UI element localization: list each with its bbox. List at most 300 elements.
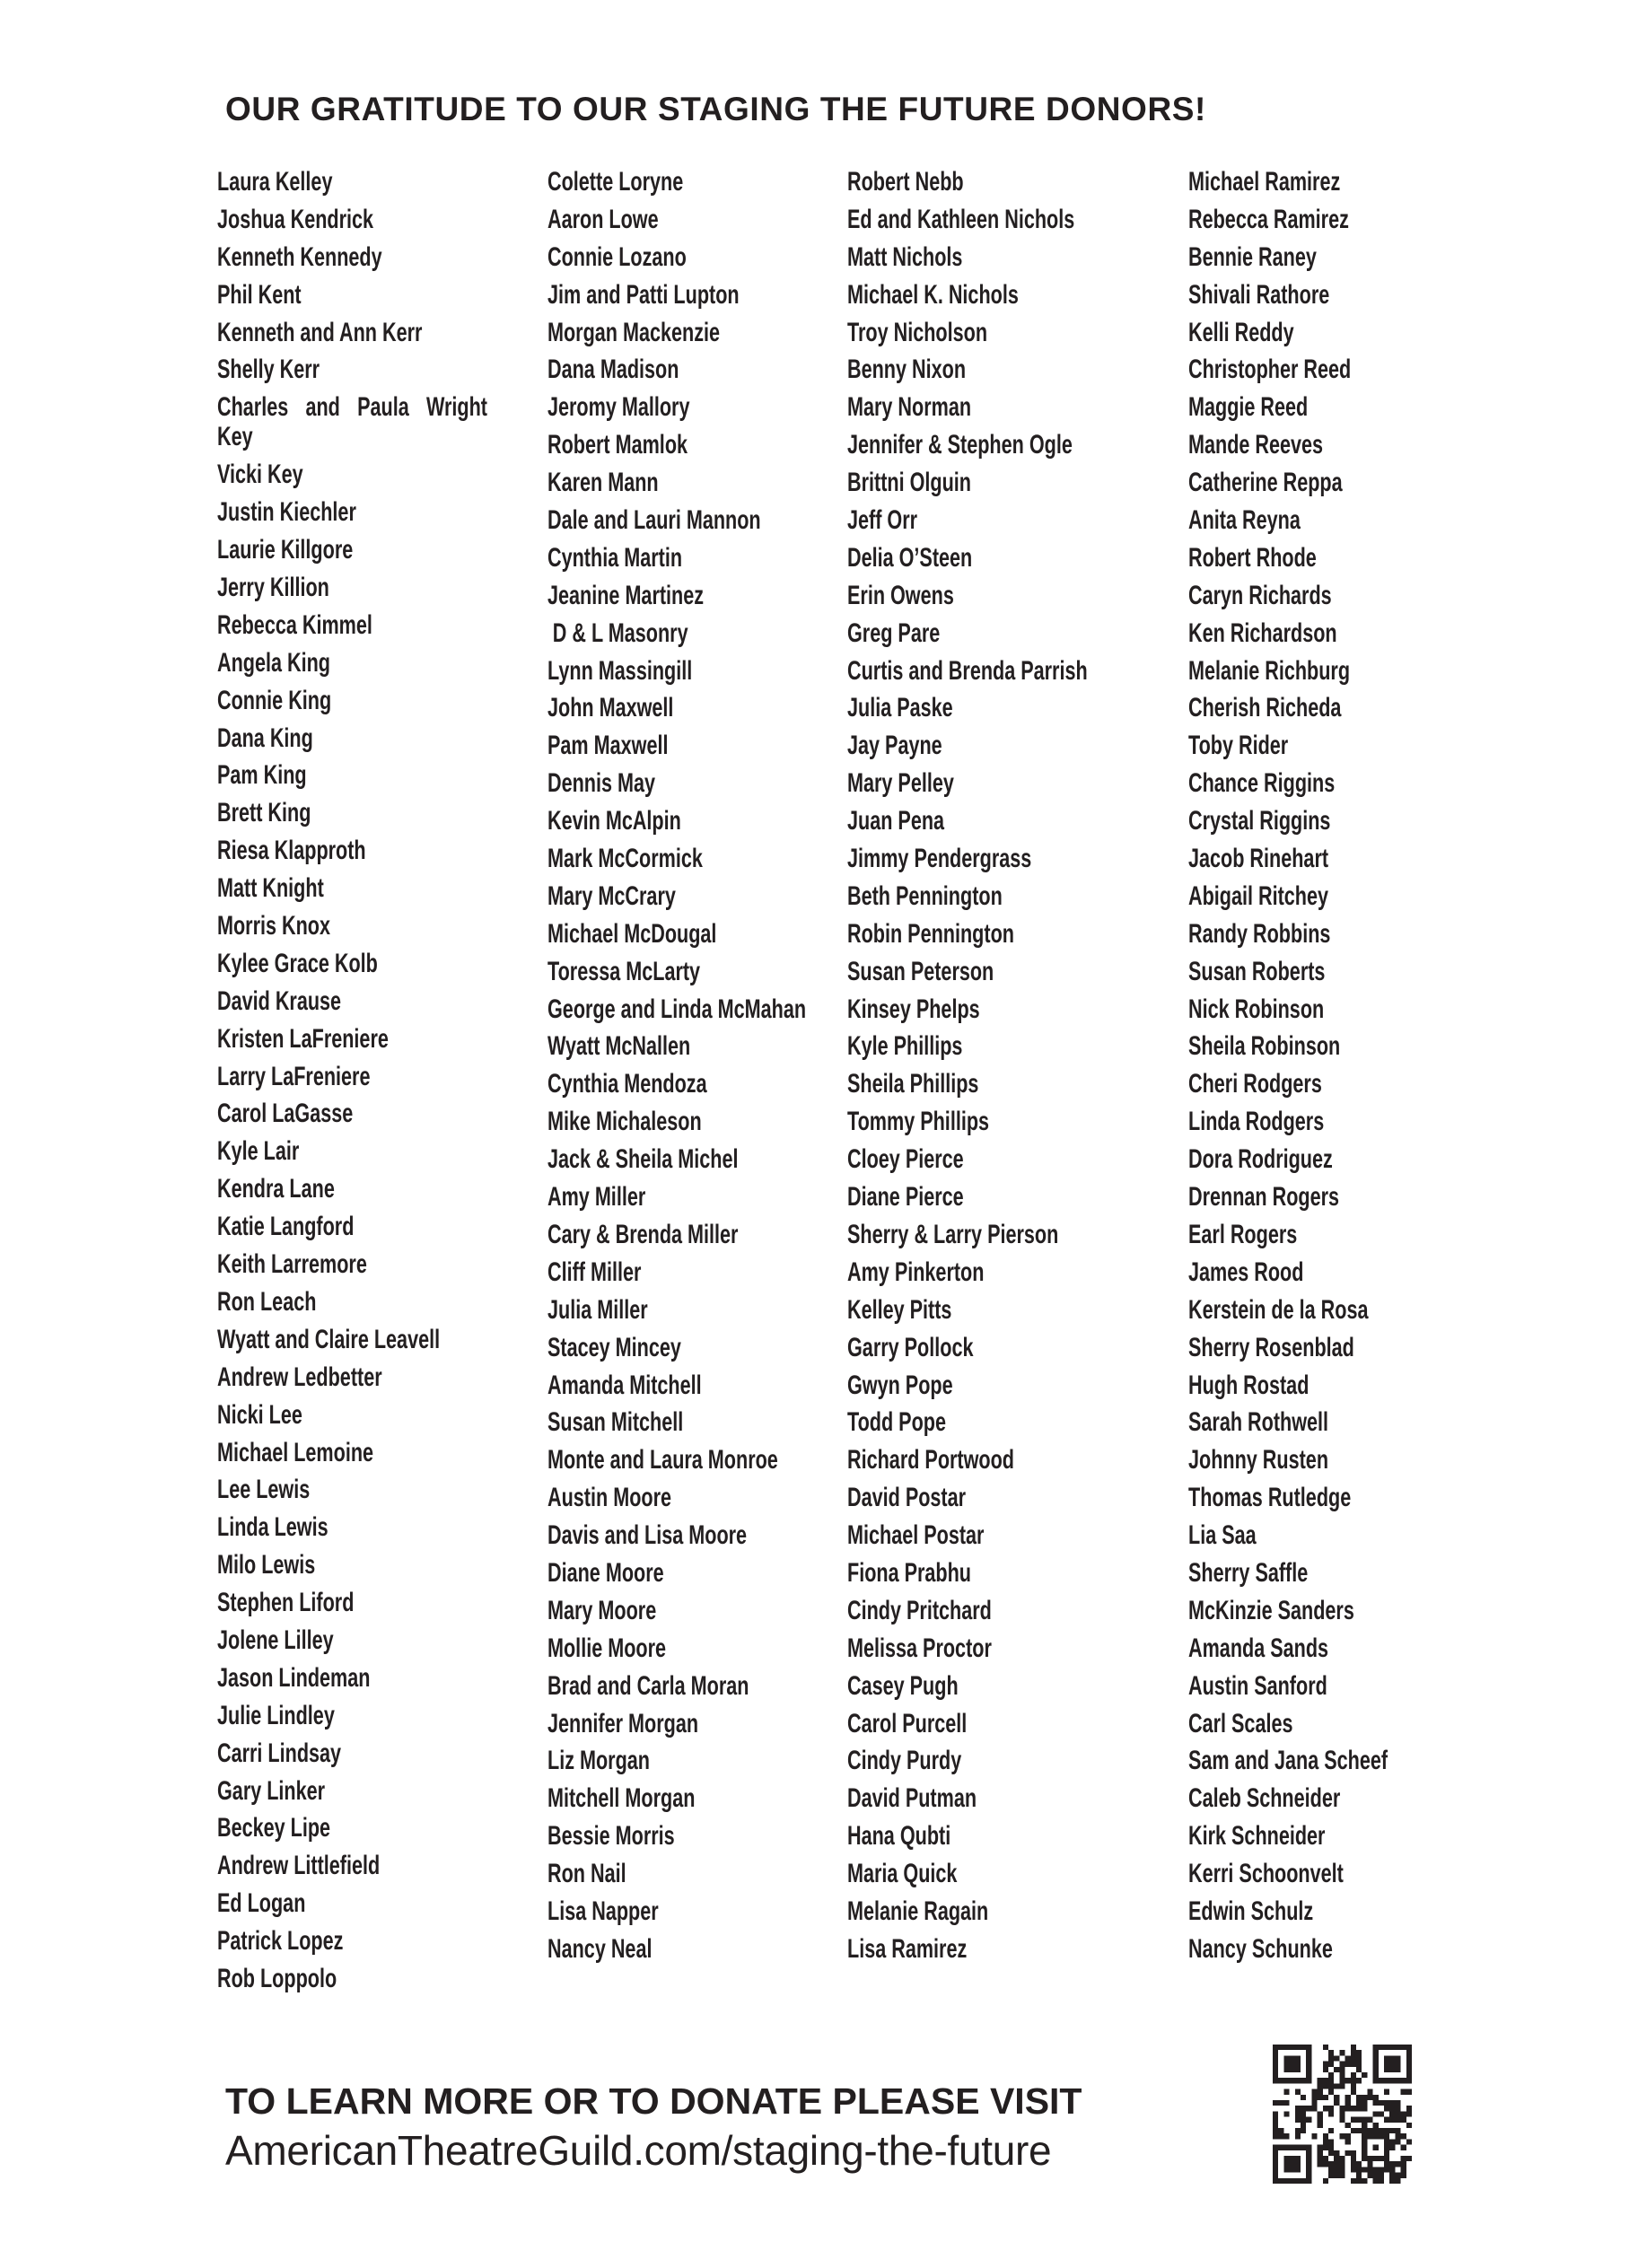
qr-module <box>1373 2178 1379 2184</box>
donor-name: Kerri Schoonvelt <box>1188 1859 1344 1889</box>
donor-name: Andrew Ledbetter <box>217 1362 382 1392</box>
qr-module <box>1373 2050 1379 2055</box>
qr-module <box>1278 2133 1283 2139</box>
donor-name: Austin Sanford <box>1188 1670 1327 1701</box>
qr-module <box>1384 2161 1389 2167</box>
donor-name: Jim and Patti Lupton <box>547 279 740 310</box>
qr-module <box>1395 2117 1400 2123</box>
qr-module <box>1334 2083 1339 2088</box>
qr-module <box>1339 2067 1345 2072</box>
donor-name: Patrick Lopez <box>217 1926 344 1957</box>
qr-module <box>1334 2100 1339 2106</box>
donor-name: Angela King <box>217 647 331 678</box>
qr-module <box>1323 2178 1328 2184</box>
qr-module <box>1318 2150 1323 2156</box>
donor-name: Thomas Rutledge <box>1188 1483 1352 1513</box>
donor-name: Curtis and Brenda Parrish <box>847 655 1088 686</box>
donor-name: Michael Ramirez <box>1188 167 1341 197</box>
qr-module <box>1323 2161 1328 2167</box>
qr-module <box>1384 2139 1389 2144</box>
donor-name: Nick Robinson <box>1188 994 1325 1024</box>
qr-module <box>1328 2128 1334 2133</box>
donor-name: Robin Pennington <box>847 918 1014 949</box>
donor-name: Brittni Olguin <box>847 468 971 498</box>
qr-module <box>1339 2050 1345 2055</box>
qr-module <box>1290 2167 1295 2172</box>
qr-module <box>1295 2045 1301 2050</box>
donor-name: Connie Lozano <box>547 241 687 272</box>
qr-module <box>1273 2161 1278 2167</box>
qr-module <box>1323 2078 1328 2083</box>
qr-module <box>1379 2078 1384 2083</box>
qr-module <box>1356 2100 1362 2106</box>
qr-module <box>1290 2067 1295 2072</box>
donor-name: Sherry Saffle <box>1188 1557 1309 1588</box>
qr-module <box>1389 2128 1395 2133</box>
qr-module <box>1406 2067 1412 2072</box>
qr-module <box>1278 2128 1283 2133</box>
qr-module <box>1406 2156 1412 2161</box>
donor-name: Cliff Miller <box>547 1257 642 1287</box>
qr-module <box>1367 2089 1372 2095</box>
qr-module <box>1323 2045 1328 2050</box>
donor-name: Jack & Sheila Michel <box>547 1144 739 1175</box>
qr-module <box>1395 2139 1400 2144</box>
qr-module <box>1290 2055 1295 2061</box>
qr-module <box>1318 2156 1323 2161</box>
qr-module <box>1328 2062 1334 2067</box>
donor-name: Melanie Ragain <box>847 1896 989 1926</box>
qr-module <box>1362 2156 1367 2161</box>
donor-name: Keith Larremore <box>217 1249 367 1280</box>
qr-module <box>1373 2145 1379 2150</box>
donor-name: Morgan Mackenzie <box>547 317 721 347</box>
qr-module <box>1301 2178 1306 2184</box>
qr-module <box>1306 2145 1311 2150</box>
donor-name: Erin Owens <box>847 580 954 610</box>
qr-module <box>1362 2145 1367 2150</box>
qr-module <box>1306 2150 1311 2156</box>
qr-module <box>1323 2133 1328 2139</box>
qr-module <box>1328 2145 1334 2150</box>
donor-name: Jay Payne <box>847 731 942 761</box>
qr-module <box>1301 2106 1306 2111</box>
qr-module <box>1401 2078 1406 2083</box>
donor-column-3 <box>847 167 1152 1972</box>
qr-module <box>1395 2055 1400 2061</box>
qr-module <box>1351 2161 1356 2167</box>
qr-module <box>1290 2161 1295 2167</box>
donor-name: Susan Peterson <box>847 956 994 986</box>
qr-module <box>1306 2117 1311 2123</box>
qr-module <box>1301 2123 1306 2128</box>
qr-module <box>1318 2111 1323 2116</box>
qr-module <box>1273 2078 1278 2083</box>
donor-name: Shelly Kerr <box>217 355 320 385</box>
donor-name: Robert Rhode <box>1188 542 1317 573</box>
donor-name: Mary Norman <box>847 392 972 423</box>
donor-name: Maria Quick <box>847 1859 958 1889</box>
donate-url-link[interactable]: AmericanTheatreGuild.com/staging-the-future <box>225 2127 1052 2174</box>
donor-name: Fiona Prabhu <box>847 1557 972 1588</box>
qr-module <box>1384 2067 1389 2072</box>
qr-module <box>1295 2106 1301 2111</box>
qr-module <box>1345 2139 1351 2144</box>
donor-name: Greg Pare <box>847 617 941 648</box>
qr-module <box>1339 2062 1345 2067</box>
qr-module <box>1328 2161 1334 2167</box>
qr-module <box>1351 2178 1356 2184</box>
qr-module <box>1273 2156 1278 2161</box>
qr-module <box>1356 2173 1362 2178</box>
qr-module <box>1278 2178 1283 2184</box>
qr-module <box>1283 2100 1289 2106</box>
qr-module <box>1406 2106 1412 2111</box>
qr-module <box>1273 2045 1278 2050</box>
donor-name: Connie King <box>217 685 332 715</box>
qr-module <box>1389 2117 1395 2123</box>
donor-name: Delia O’Steen <box>847 542 973 573</box>
qr-module <box>1295 2167 1301 2172</box>
qr-module <box>1295 2062 1301 2067</box>
donor-name: Nicki Lee <box>217 1399 302 1430</box>
donor-name: Catherine Reppa <box>1188 468 1343 498</box>
qr-module <box>1406 2072 1412 2078</box>
qr-module <box>1406 2123 1412 2128</box>
qr-module <box>1339 2173 1345 2178</box>
qr-module <box>1273 2150 1278 2156</box>
qr-module <box>1384 2100 1389 2106</box>
qr-module <box>1384 2128 1389 2133</box>
qr-module <box>1395 2078 1400 2083</box>
qr-module <box>1311 2089 1317 2095</box>
qr-module <box>1278 2045 1283 2050</box>
donor-name: Kristen LaFreniere <box>217 1023 389 1054</box>
qr-module <box>1290 2145 1295 2150</box>
qr-code-icon[interactable] <box>1273 2045 1412 2184</box>
qr-module <box>1351 2117 1356 2123</box>
qr-module <box>1395 2128 1400 2133</box>
qr-module <box>1345 2078 1351 2083</box>
qr-module <box>1384 2089 1389 2095</box>
qr-module <box>1301 2117 1306 2123</box>
qr-module <box>1290 2045 1295 2050</box>
qr-module <box>1362 2178 1367 2184</box>
donor-name: Beckey Lipe <box>217 1813 331 1843</box>
qr-module <box>1356 2117 1362 2123</box>
donor-name: Kendra Lane <box>217 1174 335 1204</box>
qr-module <box>1373 2167 1379 2172</box>
qr-module <box>1339 2133 1345 2139</box>
qr-module <box>1395 2178 1400 2184</box>
qr-module <box>1345 2123 1351 2128</box>
qr-module <box>1306 2167 1311 2172</box>
donor-name: Sherry & Larry Pierson <box>847 1219 1059 1249</box>
qr-module <box>1311 2106 1317 2111</box>
qr-module <box>1283 2133 1289 2139</box>
donor-name: Davis and Lisa Moore <box>547 1520 748 1551</box>
donor-name: Phil Kent <box>217 279 302 310</box>
donor-name: Tommy Phillips <box>847 1107 990 1137</box>
qr-module <box>1401 2156 1406 2161</box>
donor-name: Diane Moore <box>547 1557 664 1588</box>
donor-column-1 <box>217 167 522 2001</box>
qr-module <box>1295 2117 1301 2123</box>
donor-name: John Maxwell <box>547 693 674 723</box>
donor-name: Carl Scales <box>1188 1708 1293 1738</box>
qr-module <box>1362 2167 1367 2172</box>
qr-module <box>1401 2173 1406 2178</box>
donor-name: Michael Postar <box>847 1520 985 1551</box>
donor-name: Matt Knight <box>217 873 324 904</box>
qr-module <box>1384 2045 1389 2050</box>
qr-module <box>1362 2095 1367 2100</box>
donor-name: Stacey Mincey <box>547 1332 681 1362</box>
qr-module <box>1406 2045 1412 2050</box>
qr-module <box>1334 2150 1339 2156</box>
donor-name: Carri Lindsay <box>217 1738 342 1768</box>
donor-name: Cynthia Martin <box>547 542 683 573</box>
donor-name: Hugh Rostad <box>1188 1370 1310 1400</box>
qr-module <box>1273 2100 1278 2106</box>
donor-name: David Postar <box>847 1483 967 1513</box>
donor-name: Susan Roberts <box>1188 956 1326 986</box>
donor-name: Amanda Mitchell <box>547 1370 702 1400</box>
qr-module <box>1283 2111 1289 2116</box>
qr-module <box>1283 2055 1289 2061</box>
qr-module <box>1356 2178 1362 2184</box>
qr-module <box>1389 2045 1395 2050</box>
qr-module <box>1301 2045 1306 2050</box>
donor-name: Michael Lemoine <box>217 1437 374 1467</box>
qr-module <box>1395 2067 1400 2072</box>
qr-module <box>1401 2111 1406 2116</box>
qr-module <box>1373 2095 1379 2100</box>
donor-column-4 <box>1188 167 1493 1972</box>
donor-name: Kinsey Phelps <box>847 994 980 1024</box>
donor-name: Kenneth and Ann Kerr <box>217 317 423 347</box>
qr-module <box>1328 2167 1334 2172</box>
donor-name: Jolene Lilley <box>217 1624 334 1655</box>
donor-name: Shivali Rathore <box>1188 279 1330 310</box>
qr-module <box>1389 2111 1395 2116</box>
qr-module <box>1278 2078 1283 2083</box>
qr-module <box>1273 2062 1278 2067</box>
qr-module <box>1356 2161 1362 2167</box>
qr-module <box>1379 2173 1384 2178</box>
donor-name: Abigail Ritchey <box>1188 880 1329 911</box>
page-title: OUR GRATITUDE TO OUR STAGING THE FUTURE DONORS! <box>225 91 1206 127</box>
qr-module <box>1356 2128 1362 2133</box>
qr-module <box>1373 2156 1379 2161</box>
qr-module <box>1373 2055 1379 2061</box>
qr-module <box>1295 2111 1301 2116</box>
qr-module <box>1283 2178 1289 2184</box>
donor-name: Toressa McLarty <box>547 956 701 986</box>
donor-name: Kevin McAlpin <box>547 806 681 836</box>
qr-module <box>1395 2133 1400 2139</box>
donor-name: Melissa Proctor <box>847 1633 992 1663</box>
qr-module <box>1373 2173 1379 2178</box>
qr-module <box>1389 2106 1395 2111</box>
donor-name: Laura Kelley <box>217 167 333 197</box>
qr-module <box>1356 2050 1362 2055</box>
donor-name: Lisa Napper <box>547 1896 659 1926</box>
donor-name: Michael McDougal <box>547 918 717 949</box>
donor-name: Amy Pinkerton <box>847 1257 985 1287</box>
qr-module <box>1273 2067 1278 2072</box>
qr-module <box>1373 2100 1379 2106</box>
qr-module <box>1295 2055 1301 2061</box>
donor-name: Colette Loryne <box>547 167 684 197</box>
qr-module <box>1401 2161 1406 2167</box>
qr-module <box>1406 2050 1412 2055</box>
qr-module <box>1273 2072 1278 2078</box>
qr-module <box>1306 2045 1311 2050</box>
donor-name: Rob Loppolo <box>217 1963 337 1993</box>
donor-column-2 <box>547 167 853 1972</box>
donor-name: Susan Mitchell <box>547 1407 684 1438</box>
qr-module <box>1379 2111 1384 2116</box>
qr-module <box>1345 2055 1351 2061</box>
qr-module <box>1295 2133 1301 2139</box>
qr-module <box>1290 2062 1295 2067</box>
qr-module <box>1328 2050 1334 2055</box>
donor-name: George and Linda McMahan <box>547 994 807 1024</box>
donor-name: Julie Lindley <box>217 1700 335 1730</box>
donor-name: Dana Madison <box>547 355 679 385</box>
donor-name: Mande Reeves <box>1188 430 1324 460</box>
donor-name: Jennifer & Stephen Ogle <box>847 430 1073 460</box>
qr-module <box>1328 2078 1334 2083</box>
qr-module <box>1295 2128 1301 2133</box>
qr-module <box>1362 2133 1367 2139</box>
qr-module <box>1351 2106 1356 2111</box>
qr-module <box>1395 2173 1400 2178</box>
donor-name: Robert Nebb <box>847 167 964 197</box>
donor-name: Bennie Raney <box>1188 241 1317 272</box>
qr-module <box>1379 2133 1384 2139</box>
qr-module <box>1323 2145 1328 2150</box>
qr-module <box>1334 2161 1339 2167</box>
donor-name: Carol Purcell <box>847 1708 968 1738</box>
qr-module <box>1273 2128 1278 2133</box>
donor-name: Brad and Carla Moran <box>547 1670 749 1701</box>
qr-module <box>1401 2133 1406 2139</box>
qr-module <box>1295 2156 1301 2161</box>
qr-module <box>1351 2050 1356 2055</box>
donor-name: Lisa Ramirez <box>847 1933 968 1964</box>
qr-module <box>1389 2145 1395 2150</box>
qr-module <box>1401 2145 1406 2150</box>
qr-module <box>1306 2178 1311 2184</box>
donor-name: Randy Robbins <box>1188 918 1331 949</box>
donor-name: Cloey Pierce <box>847 1144 964 1175</box>
donor-name: Garry Pollock <box>847 1332 974 1362</box>
donor-name: Ed Logan <box>217 1888 306 1919</box>
donor-name: Amanda Sands <box>1188 1633 1329 1663</box>
donor-name: Lia Saa <box>1188 1520 1257 1551</box>
qr-module <box>1339 2111 1345 2116</box>
qr-module <box>1395 2062 1400 2067</box>
donor-name: Earl Rogers <box>1188 1219 1298 1249</box>
donor-name: Mary Pelley <box>847 768 954 799</box>
qr-module <box>1273 2173 1278 2178</box>
qr-module <box>1401 2089 1406 2095</box>
donor-name: Toby Rider <box>1188 731 1289 761</box>
qr-module <box>1295 2089 1301 2095</box>
qr-module <box>1351 2089 1356 2095</box>
qr-module <box>1318 2117 1323 2123</box>
donor-name: Cary & Brenda Miller <box>547 1219 739 1249</box>
qr-module <box>1362 2100 1367 2106</box>
qr-module <box>1283 2045 1289 2050</box>
qr-module <box>1406 2055 1412 2061</box>
qr-module <box>1362 2123 1367 2128</box>
donor-name: Drennan Rogers <box>1188 1182 1340 1213</box>
qr-module <box>1362 2117 1367 2123</box>
qr-module <box>1323 2083 1328 2088</box>
qr-module <box>1351 2055 1356 2061</box>
qr-module <box>1323 2139 1328 2144</box>
qr-module <box>1367 2095 1372 2100</box>
donor-name: Robert Mamlok <box>547 430 688 460</box>
qr-module <box>1334 2095 1339 2100</box>
qr-module <box>1295 2161 1301 2167</box>
qr-module <box>1273 2167 1278 2172</box>
qr-module <box>1273 2133 1278 2139</box>
donor-name: Pam Maxwell <box>547 731 669 761</box>
qr-module <box>1373 2128 1379 2133</box>
donor-name: Ken Richardson <box>1188 617 1337 648</box>
qr-module <box>1283 2145 1289 2150</box>
donor-name: Lee Lewis <box>217 1475 311 1505</box>
donor-name: David Putman <box>847 1783 977 1814</box>
donor-name: Brett King <box>217 798 311 828</box>
qr-module <box>1334 2055 1339 2061</box>
qr-module <box>1362 2106 1367 2111</box>
donor-name: Cindy Purdy <box>847 1746 962 1776</box>
donor-name: Christopher Reed <box>1188 355 1352 385</box>
donor-name: Juan Pena <box>847 806 945 836</box>
qr-module <box>1389 2161 1395 2167</box>
donor-name: Mark McCormick <box>547 844 703 874</box>
donor-name: Maggie Reed <box>1188 392 1309 423</box>
donor-name: Jeromy Mallory <box>547 392 690 423</box>
qr-module <box>1306 2062 1311 2067</box>
donor-name: Dennis May <box>547 768 656 799</box>
donor-name: Wyatt and Claire Leavell <box>217 1324 441 1354</box>
qr-module <box>1351 2072 1356 2078</box>
qr-module <box>1339 2083 1345 2088</box>
donor-name: Julia Miller <box>547 1294 648 1325</box>
donor-name: Pam King <box>217 760 307 791</box>
donor-name: Jeff Orr <box>847 505 918 536</box>
qr-module <box>1384 2117 1389 2123</box>
donor-name: Kylee Grace Kolb <box>217 948 378 978</box>
qr-module <box>1328 2106 1334 2111</box>
donor-name: Ron Leach <box>217 1286 317 1317</box>
donor-name: Dale and Lauri Mannon <box>547 505 761 536</box>
qr-module <box>1384 2078 1389 2083</box>
qr-module <box>1273 2050 1278 2055</box>
qr-module <box>1367 2161 1372 2167</box>
qr-module <box>1306 2050 1311 2055</box>
donor-name: McKinzie Sanders <box>1188 1595 1354 1625</box>
donor-name: Beth Pennington <box>847 880 1003 911</box>
qr-module <box>1395 2106 1400 2111</box>
qr-module <box>1356 2106 1362 2111</box>
